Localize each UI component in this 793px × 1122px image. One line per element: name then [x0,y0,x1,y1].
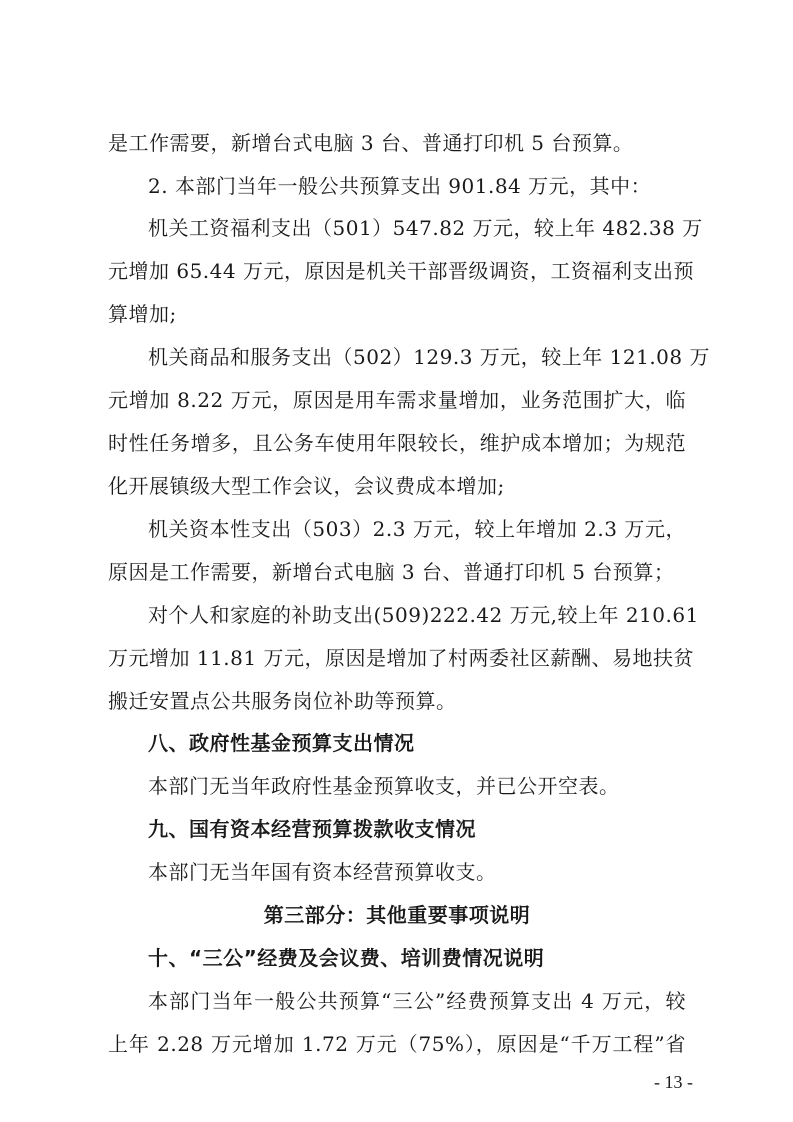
paragraph-line: 搬迁安置点公共服务岗位补助等预算。 [108,689,457,713]
paragraph-line: 对个人和家庭的补助支出(509)222.42 万元,较上年 210.61 [148,603,699,627]
paragraph-line: 本部门无当年政府性基金预算收支，并已公开空表。 [148,774,620,798]
page-number: - 13 - [654,1072,693,1092]
paragraph-line: 时性任务增多，且公务车使用年限较长，维护成本增加；为规范 [108,431,686,455]
section-heading-9: 九、国有资本经营预算拨款收支情况 [148,817,476,841]
paragraph-line: 机关资本性支出（503）2.3 万元，较上年增加 2.3 万元， [148,517,686,541]
section-heading-10: 十、“三公”经费及会议费、培训费情况说明 [148,946,545,970]
paragraph-line: 元增加 65.44 万元，原因是机关干部晋级调资，工资福利支出预 [108,259,694,283]
paragraph-line: 万元增加 11.81 万元，原因是增加了村两委社区薪酬、易地扶贫 [108,646,694,670]
section-heading-8: 八、政府性基金预算支出情况 [148,731,415,755]
paragraph-line: 机关商品和服务支出（502）129.3 万元，较上年 121.08 万 [148,345,710,369]
paragraph-line: 算增加; [108,302,177,326]
paragraph-line: 上年 2.28 万元增加 1.72 万元（75%），原因是“千万工程”省 [108,1032,686,1056]
paragraph-line: 机关工资福利支出（501）547.82 万元，较上年 482.38 万 [148,216,703,240]
part-title: 第三部分：其他重要事项说明 [263,903,531,927]
paragraph-line: 元增加 8.22 万元，原因是用车需求量增加，业务范围扩大，临 [108,388,686,412]
paragraph-line: 本部门当年一般公共预算“三公”经费预算支出 4 万元，较 [148,989,686,1013]
paragraph-line: 本部门无当年国有资本经营预算收支。 [148,860,497,884]
paragraph-line: 化开展镇级大型工作会议，会议费成本增加; [108,474,505,498]
paragraph-line: 2. 本部门当年一般公共预算支出 901.84 万元，其中： [148,174,652,198]
paragraph-line: 原因是工作需要，新增台式电脑 3 台、普通打印机 5 台预算； [108,560,675,584]
paragraph-line: 是工作需要，新增台式电脑 3 台、普通打印机 5 台预算。 [108,131,634,155]
